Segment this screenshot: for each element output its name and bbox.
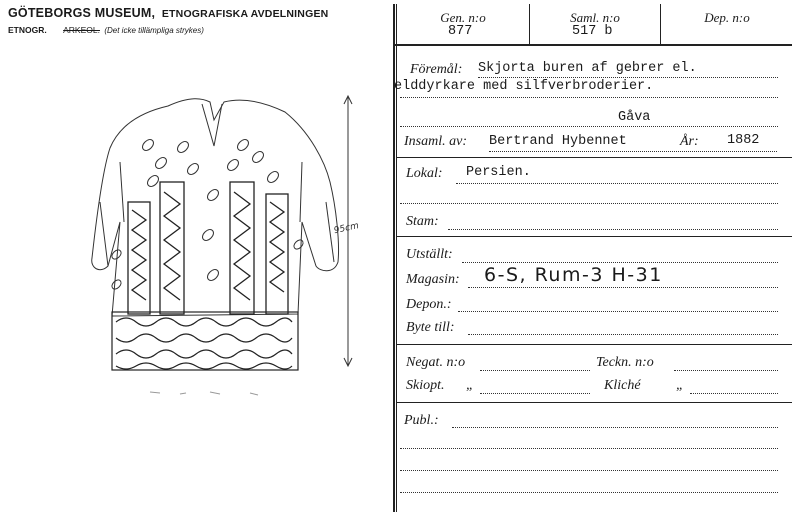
foremal-dots-3 [400,126,778,127]
stam-label: Stam: [406,214,439,229]
dep-label: Dep. n:o [704,10,750,25]
measure-label: 95cm [333,221,360,237]
rule-1 [396,157,792,158]
saml-label: Saml. n:o [570,10,620,25]
utstallt-label: Utställt: [406,247,453,262]
gen-value: 877 [448,24,473,39]
skiopt-ditto: „ [466,378,474,393]
insaml-value: Bertrand Hybennet [489,134,627,149]
foremal-line1: Skjorta buren af gebrer el. [478,61,697,76]
publ-label: Publ.: [404,413,439,428]
publ-dots-3 [400,470,778,471]
category-etnogr: ETNOGR. [8,25,47,35]
rule-2 [396,236,792,237]
ar-value: 1882 [727,133,760,148]
skiopt-label: Skiopt. [406,378,445,393]
kliche-dots [690,393,778,394]
magasin-label: Magasin: [406,272,460,287]
stam-dots [448,229,778,230]
utstallt-dots [462,262,778,263]
ar-label: År: [680,134,699,149]
foremal-dots-2 [400,97,778,98]
lokal-dots-1 [456,183,778,184]
rule-3 [396,344,792,345]
museum-name: GÖTEBORGS MUSEUM, [8,6,156,20]
header-bottom-rule [394,44,792,46]
lokal-value: Persien. [466,165,531,180]
garment-sketch [90,82,380,412]
rule-4 [396,402,792,403]
foremal-dots-1 [478,77,778,78]
teckn-label: Teckn. n:o [596,355,654,370]
saml-value: 517 b [572,24,613,39]
negat-label: Negat. n:o [406,355,466,370]
department-name: ETNOGRAFISKA AVDELNINGEN [161,8,329,20]
magasin-value: 6-S, Rum-3 H-31 [484,264,663,286]
foremal-label: Föremål: [410,62,463,77]
museum-heading [8,6,328,20]
lokal-dots-2 [400,203,778,204]
kliche-ditto: „ [676,378,684,393]
category-arkeol: ARKEOL. [63,25,100,35]
foremal-line2: elddyrkare med silfverbroderier. [394,79,654,94]
depon-label: Depon.: [406,297,452,312]
byte-dots [468,334,778,335]
publ-dots-2 [400,448,778,449]
teckn-dots [674,370,778,371]
insaml-dots [489,151,777,152]
negat-dots [480,370,590,371]
category-note: (Det icke tillämpliga strykes) [104,26,204,35]
skiopt-dots [480,393,590,394]
depon-dots [458,311,778,312]
lokal-label: Lokal: [406,166,443,181]
kliche-label: Kliché [604,378,641,393]
insaml-label: Insaml. av: [404,134,467,149]
gen-label: Gen. n:o [440,10,486,25]
byte-label: Byte till: [406,320,455,335]
magasin-dots [468,287,778,288]
category-line [8,25,204,35]
publ-dots-4 [400,492,778,493]
publ-dots-1 [452,427,778,428]
gava-text: Gåva [618,110,651,125]
